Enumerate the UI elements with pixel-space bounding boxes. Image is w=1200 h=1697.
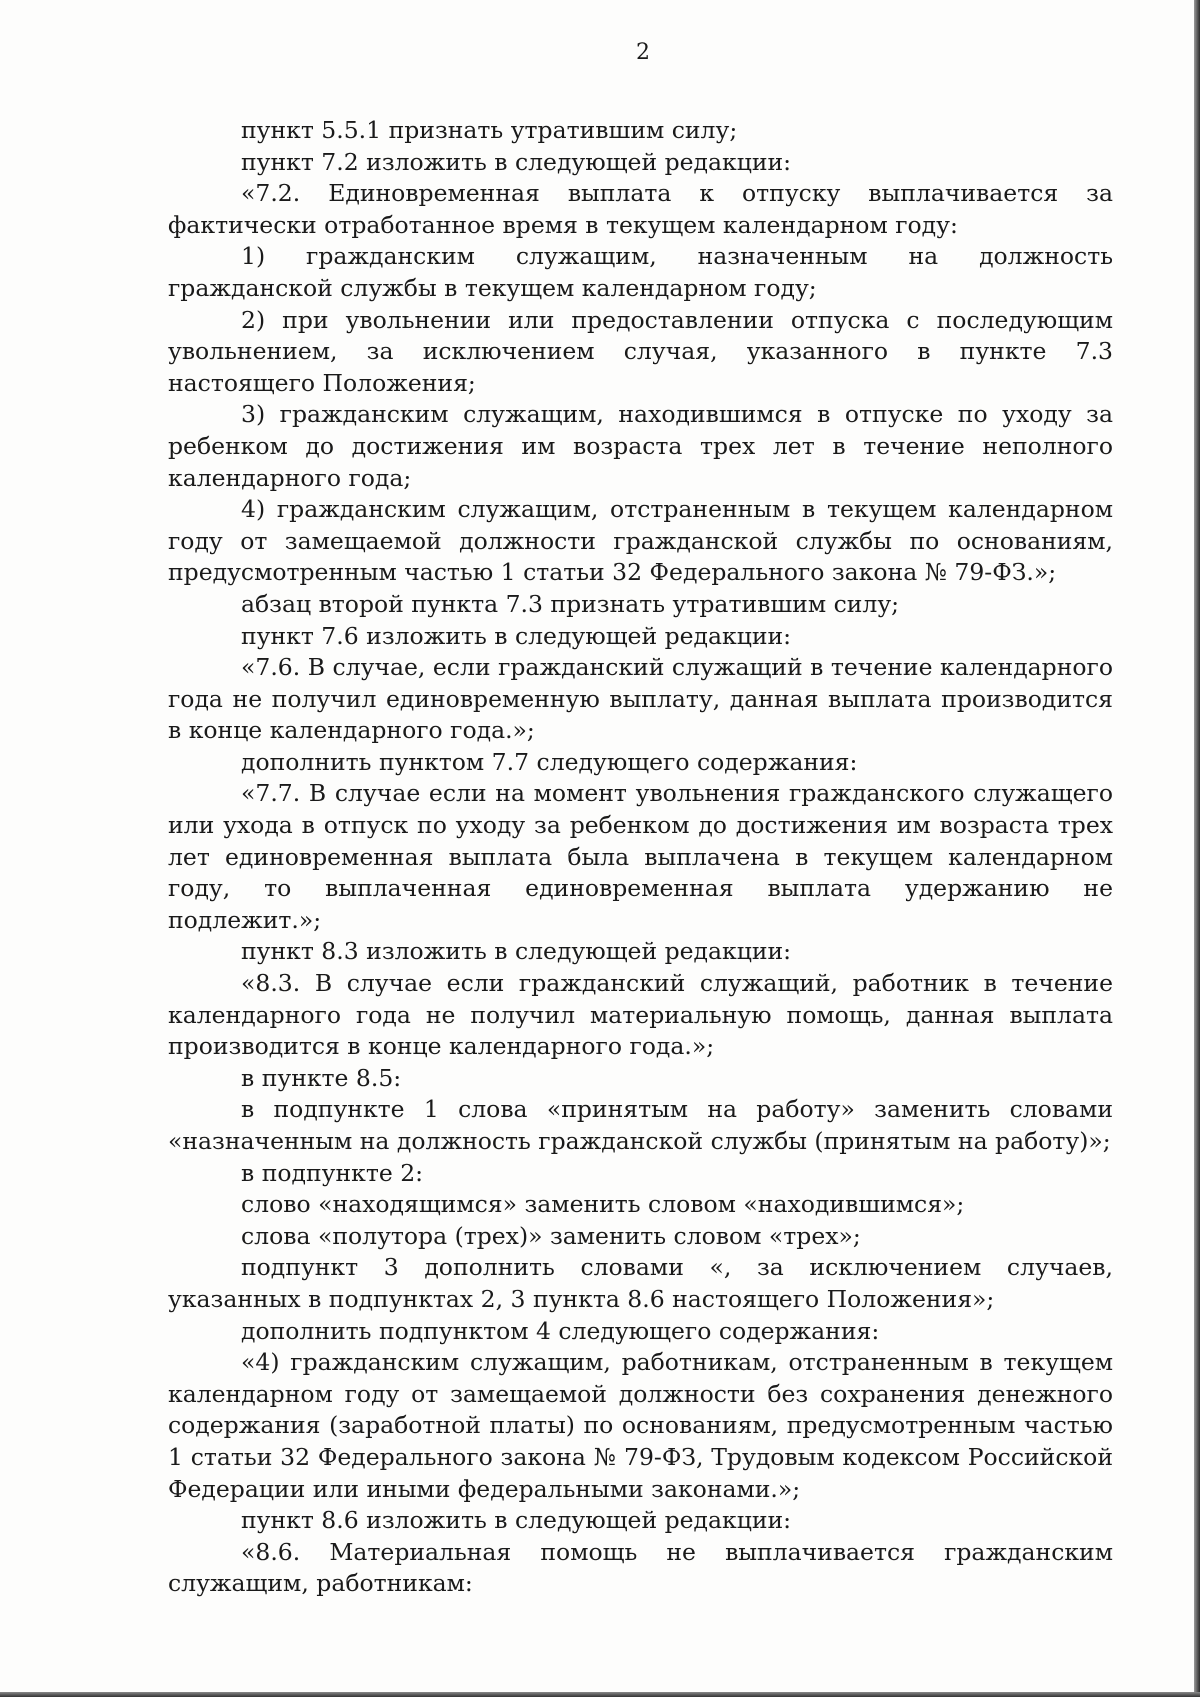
scan-edge-right <box>1194 0 1200 1697</box>
paragraph: пункт 8.3 изложить в следующей редакции: <box>241 937 792 966</box>
paragraph: дополнить подпунктом 4 следующего содержания: <box>241 1316 880 1345</box>
paragraph: «8.6. Материальная помощь не выплачивается гражданским служащим, работникам: <box>168 1537 1113 1598</box>
paragraph: в пункте 8.5: <box>241 1063 402 1092</box>
paragraph: слово «находящимся» заменить словом «находившимся»; <box>241 1190 965 1219</box>
document-body <box>168 115 1113 1600</box>
paragraph: пункт 7.2 изложить в следующей редакции: <box>241 147 792 176</box>
paragraph: слова «полутора (трех)» заменить словом «трех»; <box>241 1221 861 1250</box>
paragraph: пункт 7.6 изложить в следующей редакции: <box>241 621 792 650</box>
scan-edge-bottom <box>0 1692 1200 1697</box>
paragraph: подпункт 3 дополнить словами «, за исключением случаев, указанных в подпунктах 2, 3 пункта 8.6 настоящего Положения»; <box>168 1253 1113 1313</box>
paragraph: 1) гражданским служащим, назначенным на должность гражданской службы в текущем календарном году; <box>168 242 1113 302</box>
paragraph: «7.6. В случае, если гражданский служащий в течение календарного года не получил единовременную выплату, данная выплата производится в конце календарного года.»; <box>168 653 1113 745</box>
paragraph: 3) гражданским служащим, находившимся в отпуске по уходу за ребенком до достижения им возраста трех лет в течение неполного календарного года; <box>168 400 1113 492</box>
paragraph: 2) при увольнении или предоставлении отпуска с последующим увольнением, за исключением случая, указанного в пункте 7.3 настоящего Положения; <box>168 305 1113 397</box>
paragraph: дополнить пунктом 7.7 следующего содержания: <box>241 747 858 776</box>
paragraph: 4) гражданским служащим, отстраненным в текущем календарном году от замещаемой должности гражданской службы по основаниям, предусмотренным частью 1 статьи 32 Федерального закона № 79-ФЗ.»; <box>168 495 1113 587</box>
paragraph: в подпункте 1 слова «принятым на работу» заменить словами «назначенным на должность гражданской службы (принятым на работу)»; <box>168 1095 1113 1155</box>
paragraph: «7.2. Единовременная выплата к отпуску выплачивается за фактически отработанное время в текущем календарном году: <box>168 179 1113 239</box>
paragraph: «7.7. В случае если на момент увольнения гражданского служащего или ухода в отпуск по уходу за ребенком до достижения им возраста трех лет единовременная выплата была выплачена в текущем календарном году, то выплаченная единовременная выплата удержанию не подлежит.»; <box>168 779 1113 934</box>
paragraph: пункт 5.5.1 признать утратившим силу; <box>241 116 738 144</box>
paragraph: пункт 8.6 изложить в следующей редакции: <box>241 1506 792 1535</box>
paragraph: «8.3. В случае если гражданский служащий, работник в течение календарного года не получил материальную помощь, данная выплата производится в конце календарного года.»; <box>168 969 1113 1061</box>
paragraph: «4) гражданским служащим, работникам, отстраненным в текущем календарном году от замещаемой должности без сохранения денежного содержания (заработной платы) по основаниям, предусмотренным частью 1 статьи 32 Федерального закона № 79-ФЗ, Трудовым кодексом Российской Федерации или иными федеральными законами.»; <box>168 1348 1113 1503</box>
page-number: 2 <box>636 40 650 65</box>
paragraph: абзац второй пункта 7.3 признать утратившим силу; <box>241 589 900 618</box>
paragraph: в подпункте 2: <box>241 1158 424 1187</box>
